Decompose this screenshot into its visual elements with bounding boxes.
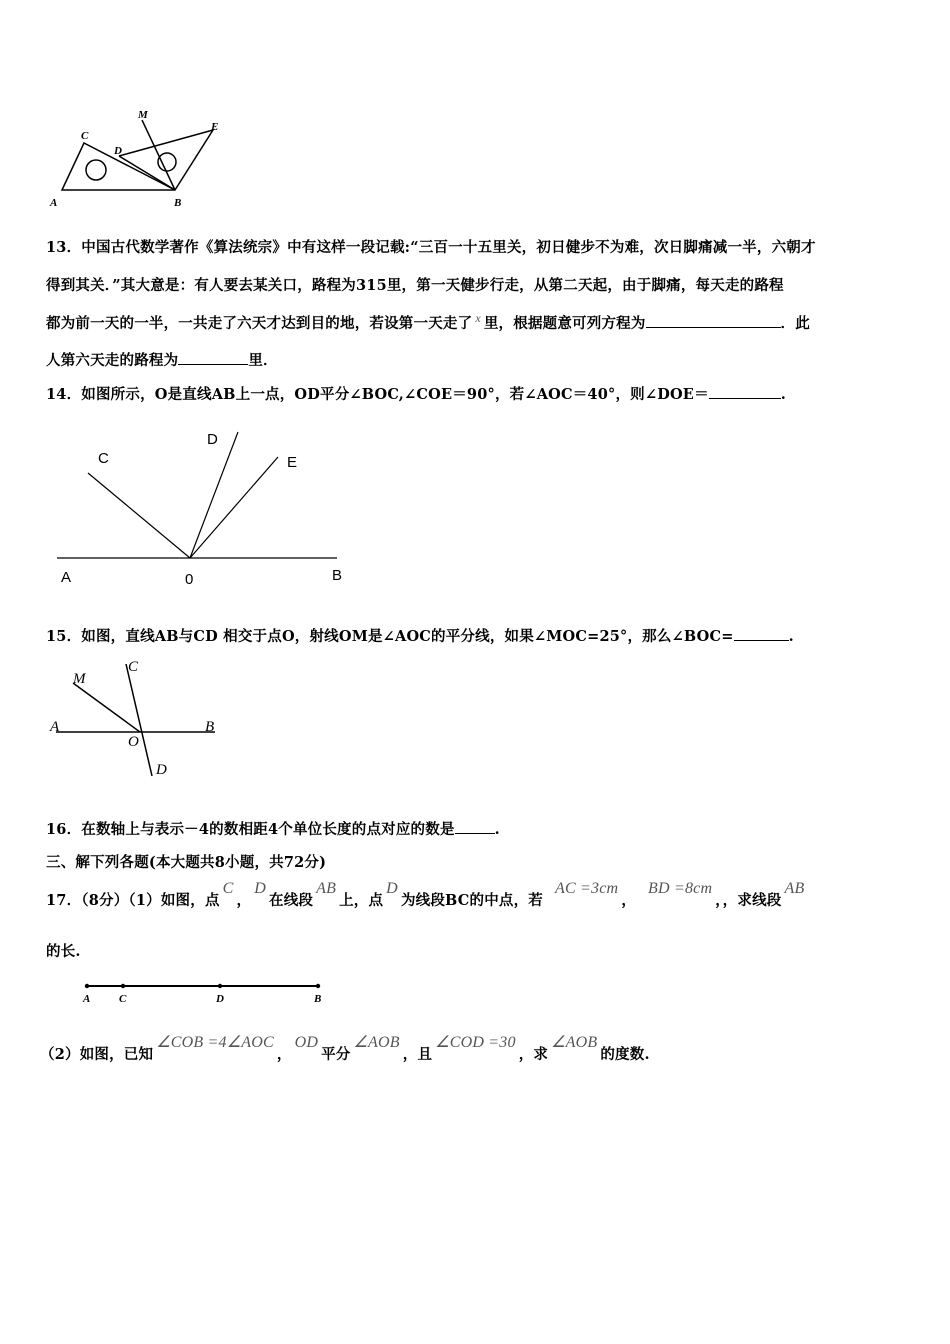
- figure-label: C: [81, 130, 89, 142]
- q13-line4: 人第六天走的路程为 里．: [46, 352, 278, 369]
- figure-stroke: [190, 432, 238, 558]
- q13-line2: 得到其关．”其大意是：有人要去某关口，路程为315里，第一天健步行走，从第二天起，由于脚痛，每天走的路程: [46, 277, 784, 294]
- q16-blank[interactable]: [455, 821, 495, 834]
- figure-stroke: [316, 984, 320, 988]
- figure-label: B: [205, 719, 215, 735]
- figure-12-labels: [49, 109, 218, 209]
- figure-stroke: [85, 984, 89, 988]
- equation-blank[interactable]: [646, 315, 781, 328]
- figure-label: C: [98, 450, 109, 467]
- figure-label: O: [128, 734, 139, 750]
- figure-stroke: [121, 984, 125, 988]
- figure-label: M: [138, 109, 148, 121]
- figure-label: E: [287, 454, 298, 471]
- figure-stroke: [158, 153, 176, 171]
- q16-text: 16．在数轴上与表示－4的数相距4个单位长度的点对应的数是 .: [46, 821, 500, 838]
- figure-label: B: [314, 993, 322, 1005]
- figure-label: A: [61, 569, 72, 586]
- figure-stroke: [119, 130, 213, 190]
- distance-blank[interactable]: [178, 352, 248, 365]
- q14-blank[interactable]: [709, 386, 781, 399]
- figure-label: 0: [185, 571, 194, 588]
- figure-17-segment: [82, 984, 321, 1005]
- figure-label: M: [73, 671, 86, 687]
- figure-stroke: [126, 664, 152, 776]
- figure-label: D: [207, 431, 218, 448]
- q17-part2: （2）如图，已知∠COB =4∠AOC，OD平分∠AOB，且∠COD =30，求∠AOB的度数.: [40, 1034, 650, 1063]
- figure-label: A: [50, 197, 58, 209]
- figure-label: D: [114, 145, 122, 157]
- q17-part1-end: 的长.: [46, 943, 81, 960]
- q13-line3: 都为前一天的一半，一共走了六天才达到目的地，若设第一天走了 $^x$ 里，根据题意可列方程为 ．此: [46, 311, 810, 332]
- figure-stroke: [73, 683, 140, 732]
- figure-label: A: [83, 993, 91, 1005]
- figure-label: A: [50, 719, 60, 735]
- q17-part1: 17．（8分）（1）如图，点C，D在线段AB上，点D为线段BC的中点，若AC =3cm，BD =8cm，，求线段AB: [46, 880, 805, 909]
- figure-stroke: [190, 457, 278, 558]
- section-3-heading: 三、解下列各题(本大题共8小题，共72分): [46, 854, 327, 871]
- figure-label: B: [332, 567, 343, 584]
- q15-text: 15．如图，直线AB与CD 相交于点O，射线OM是∠AOC的平分线，如果∠MOC=25°，那么∠BOC= .: [46, 628, 794, 645]
- figure-14-labels: [61, 431, 342, 588]
- figure-label: E: [211, 121, 219, 133]
- q13-line1: 13．中国古代数学著作《算法统宗》中有这样一段记载:“三百一十五里关，初日健步不为难，次日脚痛减一半，六朝才: [46, 239, 816, 256]
- figure-stroke: [86, 160, 106, 180]
- figure-label: C: [128, 659, 139, 675]
- figure-stroke: [88, 473, 190, 558]
- q15-blank[interactable]: [734, 628, 789, 641]
- figure-label: D: [156, 762, 167, 778]
- figure-label: D: [216, 993, 224, 1005]
- figure-15-labels: [49, 659, 214, 778]
- q14-text: 14．如图所示，O是直线AB上一点，OD平分∠BOC,∠COE＝90°，若∠AOC＝40°，则∠DOE＝ .: [46, 386, 787, 403]
- figure-label: C: [119, 993, 127, 1005]
- figure-label: B: [174, 197, 182, 209]
- figure-stroke: [218, 984, 222, 988]
